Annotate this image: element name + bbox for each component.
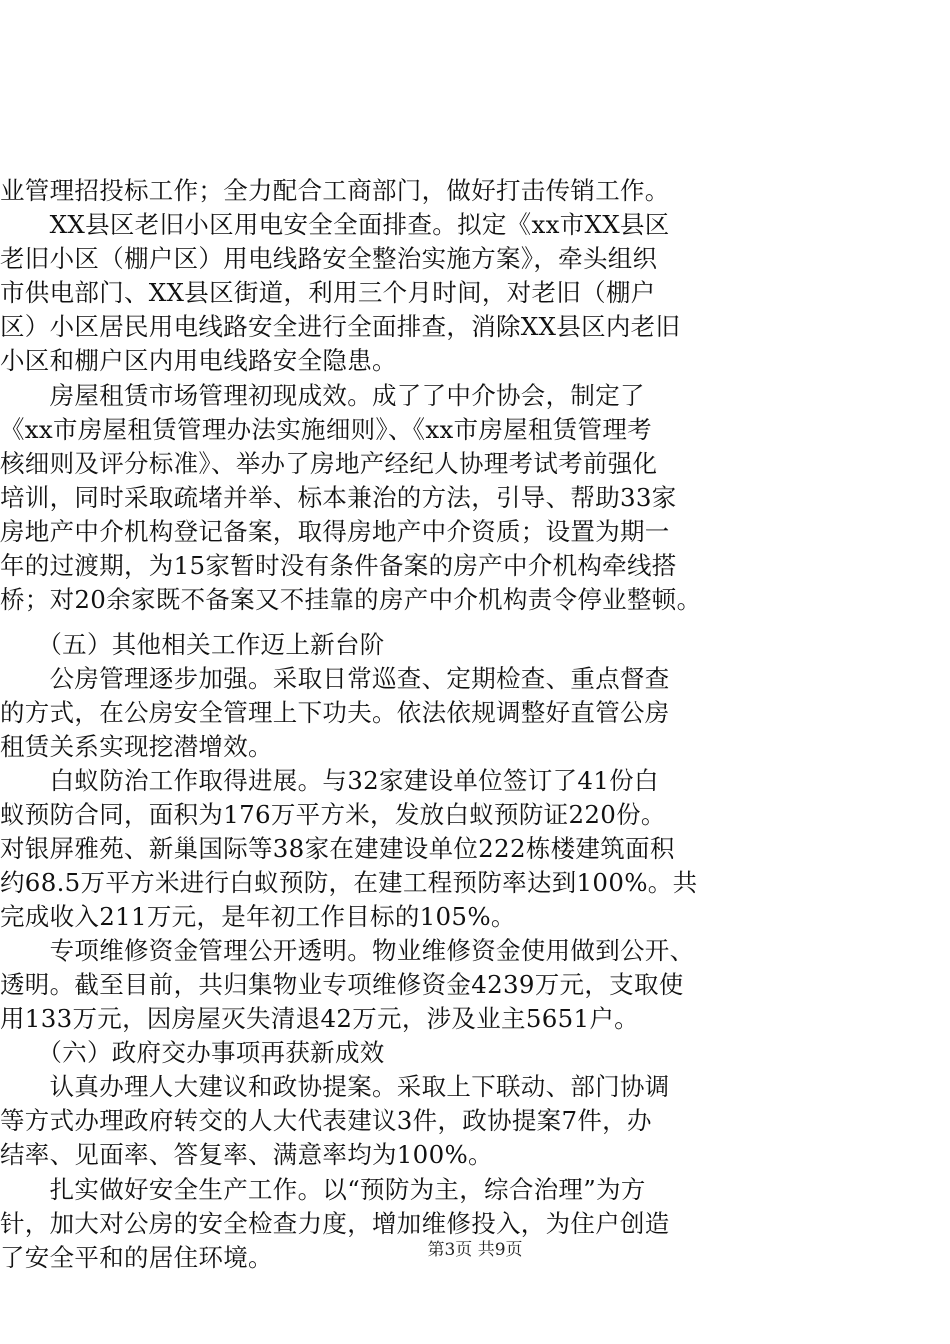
- text-line: 透明。截至目前，共归集物业专项维修资金4239万元，支取使: [0, 970, 684, 999]
- text-line: 租赁关系实现挖潜增效。: [0, 732, 273, 761]
- text-line: 区）小区居民用电线路安全进行全面排查，消除XX县区内老旧: [0, 312, 681, 341]
- section-heading: （五）其他相关工作迈上新台阶: [0, 630, 385, 659]
- text-line: 针，加大对公房的安全检查力度，增加维修投入，为住户创造: [0, 1209, 670, 1238]
- text-line: 房地产中介机构登记备案，取得房地产中介资质；设置为期一: [0, 517, 670, 546]
- text-line: 公房管理逐步加强。采取日常巡查、定期检查、重点督查: [0, 664, 670, 693]
- text-line: 核细则及评分标准》、举办了房地产经纪人协理考试考前强化: [0, 449, 658, 478]
- text-line: 的方式，在公房安全管理上下功夫。依法依规调整好直管公房: [0, 698, 670, 727]
- text-line: 业管理招投标工作；全力配合工商部门，做好打击传销工作。: [0, 176, 670, 205]
- text-line: 年的过渡期，为15家暂时没有条件备案的房产中介机构牵线搭: [0, 551, 677, 580]
- text-line: 等方式办理政府转交的人大代表建议3件，政协提案7件，办: [0, 1106, 652, 1135]
- text-line: 白蚁防治工作取得进展。与32家建设单位签订了41份白: [0, 766, 659, 795]
- page-number-footer: 第3页 共9页: [427, 1240, 523, 1260]
- text-line: 用133万元，因房屋灭失清退42万元，涉及业主5651户。: [0, 1004, 639, 1033]
- text-line: 完成收入211万元，是年初工作目标的105%。: [0, 902, 516, 931]
- text-line: 结率、见面率、答复率、满意率均为100%。: [0, 1140, 493, 1169]
- text-line: 《xx市房屋租赁管理办法实施细则》、《xx市房屋租赁管理考: [0, 415, 652, 444]
- text-line: 小区和棚户区内用电线路安全隐患。: [0, 346, 397, 375]
- text-line: 对银屏雅苑、新巢国际等38家在建建设单位222栋楼建筑面积: [0, 834, 675, 863]
- text-line: 培训，同时采取疏堵并举、标本兼治的方法，引导、帮助33家: [0, 483, 677, 512]
- text-line: 蚁预防合同，面积为176万平方米，发放白蚁预防证220份。: [0, 800, 666, 829]
- text-line: 了安全平和的居住环境。: [0, 1243, 273, 1272]
- section-heading: （六）政府交办事项再获新成效: [0, 1038, 385, 1067]
- text-line: 市供电部门、XX县区街道，利用三个月时间，对老旧（棚户: [0, 278, 656, 307]
- text-line: XX县区老旧小区用电安全全面排查。拟定《xx市XX县区: [0, 210, 670, 239]
- text-line: 扎实做好安全生产工作。以“预防为主，综合治理”为方: [0, 1175, 646, 1204]
- text-line: 桥；对20余家既不备案又不挂靠的房产中介机构责令停业整顿。: [0, 585, 702, 614]
- text-line: 约68.5万平方米进行白蚁预防，在建工程预防率达到100%。共: [0, 868, 698, 897]
- text-line: 专项维修资金管理公开透明。物业维修资金使用做到公开、: [0, 936, 695, 965]
- text-line: 老旧小区（棚户区）用电线路安全整治实施方案》，牵头组织: [0, 244, 658, 273]
- text-line: 认真办理人大建议和政协提案。采取上下联动、部门协调: [0, 1072, 670, 1101]
- text-line: 房屋租赁市场管理初现成效。成了了中介协会，制定了: [0, 381, 645, 410]
